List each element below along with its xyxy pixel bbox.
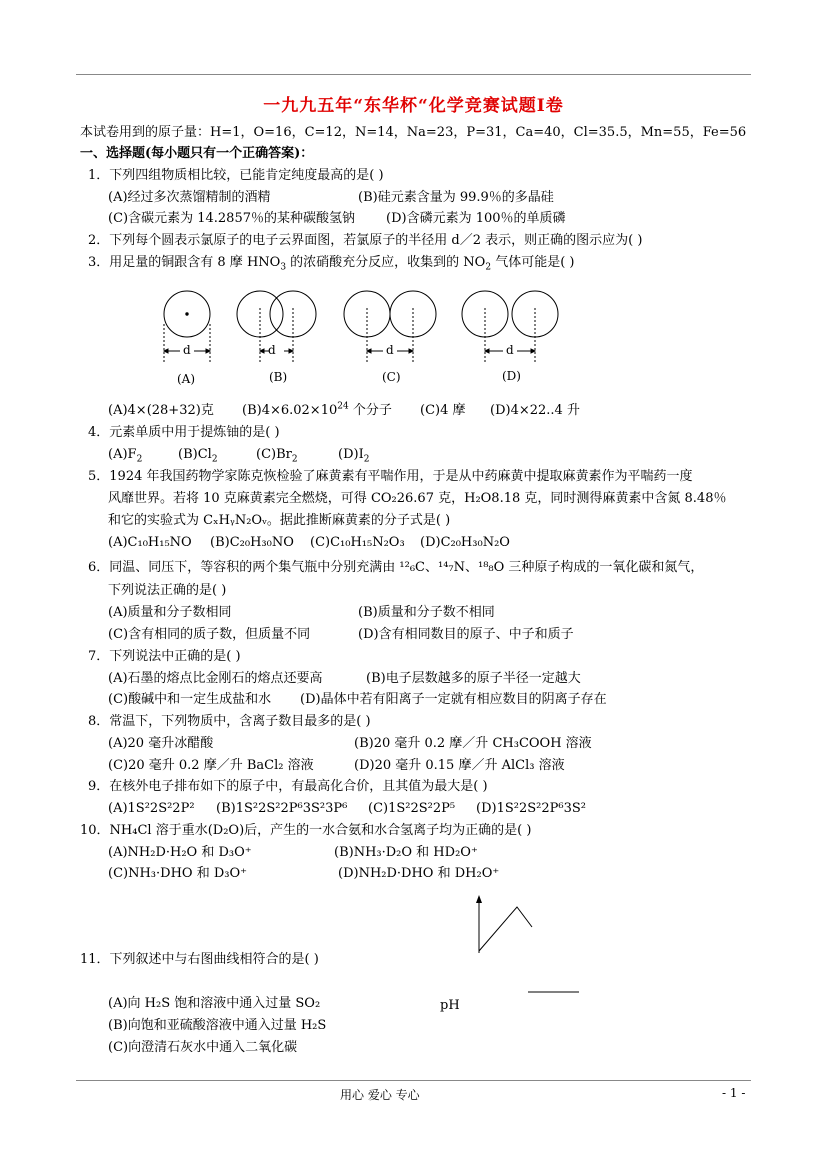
q3-option-b: $(B)4\times 6.02\times 10^{24}$ 个分子 [242, 401, 392, 418]
ph-curve [479, 907, 532, 951]
q9-option-a: (A)1S²2S²2P² [108, 801, 195, 816]
q1-option-b: (B)硅元素含量为 99.9％的多晶硅 [358, 190, 554, 205]
fig-label-d: (D) [502, 369, 521, 383]
fig-d-label-a: d [183, 343, 191, 357]
q11-option-b: (B)向饱和亚硫酸溶液中通入过量 H₂S [108, 1018, 327, 1033]
q11-option-c: (C)向澄清石灰水中通入二氧化碳 [108, 1040, 298, 1055]
header-rule [76, 74, 751, 75]
q8-stem: 8．常温下，下列物质中，含离子数目最多的是( ) [88, 714, 371, 729]
q5-line1: 5．1924 年我国药物学家陈克恢检验了麻黄素有平喘作用，于是从中药麻黄中提取麻黄素作为平喘药一度 [88, 469, 693, 484]
q10-stem: 10．NH₄Cl 溶于重水(D₂O)后，产生的一水合氨和水合氢离子均为正确的是( ) [80, 823, 532, 838]
page-number: - 1 - [722, 1086, 746, 1100]
q5-option-c: (C)C₁₀H₁₅N₂O₃ [310, 535, 405, 550]
q1-option-c: (C)含碳元素为 14.2857％的某种碳酸氢钠 [108, 211, 355, 226]
q6-line2: 下列说法正确的是( ) [108, 583, 227, 598]
q8-option-c: (C)20 毫升 0.2 摩／升 BaCl₂ 溶液 [108, 758, 314, 773]
q9-option-d: (D)1S²2S²2P⁶3S² [476, 801, 586, 816]
q6-option-c: (C)含有相同的质子数，但质量不同 [108, 627, 311, 642]
q3-option-d: (D)4×22..4 升 [490, 403, 580, 418]
q1-stem: 1．下列四组物质相比较，已能肯定纯度最高的是( ) [88, 168, 384, 183]
q9-stem: 9．在核外电子排布如下的原子中，有最高化合价，且其值为最大是( ) [88, 779, 488, 794]
q10-option-b: (B)NH₃·D₂O 和 HD₂O⁺ [334, 845, 478, 860]
q7-stem: 7．下列说法中正确的是( ) [88, 649, 241, 664]
q2-stem: 2．下列每个圆表示氯原子的电子云界面图，若氯原子的半径用 d／2 表示，则正确的图示应为( ) [88, 233, 643, 248]
ph-curve-graph [470, 893, 585, 998]
section-heading: 一、选择题(每小题只有一个正确答案)： [80, 146, 314, 161]
q10-option-c: (C)NH₃·DHO 和 D₃O⁺ [108, 866, 247, 881]
q4-option-c: $(C)Br_2$ [256, 447, 298, 465]
q5-option-a: (A)C₁₀H₁₅NO [108, 535, 192, 550]
q5-line3: 和它的实验式为 CₓHᵧN₂Oᵥ。据此推断麻黄素的分子式是( ) [108, 513, 451, 528]
q6-option-a: (A)质量和分子数相同 [108, 605, 232, 620]
q11-option-a: (A)向 H₂S 饱和溶液中通入过量 SO₂ [108, 996, 321, 1011]
q1-option-d: (D)含磷元素为 100％的单质磷 [386, 211, 566, 226]
footer-motto: 用心 爱心 专心 [340, 1088, 420, 1102]
q7-option-d: (D)晶体中若有阳离子一定就有相应数目的阴离子存在 [300, 692, 607, 707]
q7-option-c: (C)酸碱中和一定生成盐和水 [108, 692, 272, 707]
q5-option-b: (B)C₂₀H₃₀NO [210, 535, 294, 550]
fig-label-b: (B) [269, 370, 288, 384]
fig-label-c: (C) [382, 370, 401, 384]
q6-line1: 6．同温、同压下，等容积的两个集气瓶中分别充满由 ¹²₆C、¹⁴₇N、¹⁸₈O 三种原子构成的一氧化碳和氮气， [88, 560, 704, 575]
q10-option-a: (A)NH₂D·H₂O 和 D₃O⁺ [108, 845, 252, 860]
q5-option-d: (D)C₂₀H₃₀N₂O [420, 535, 510, 550]
q11-stem: 11．下列叙述中与右图曲线相符合的是( ) [80, 952, 319, 967]
q5-line2: 风靡世界。若将 10 克麻黄素完全燃烧，可得 CO₂26.67 克，H₂O8.18 克，同时测得麻黄素中含氮 8.48％ [108, 491, 727, 506]
q9-option-b: (B)1S²2S²2P⁶3S²3P⁶ [216, 801, 348, 816]
q4-option-d: $(D)I_2$ [338, 447, 370, 465]
q6-option-d: (D)含有相同数目的原子、中子和质子 [358, 627, 574, 642]
q4-option-b: $(B)Cl_2$ [178, 447, 218, 465]
q9-option-c: (C)1S²2S²2P⁵ [368, 801, 456, 816]
footer-rule [76, 1080, 751, 1081]
q3-option-c: (C)4 摩 [420, 403, 466, 418]
q7-option-a: (A)石墨的熔点比金刚石的熔点还要高 [108, 671, 323, 686]
q1-option-a: (A)经过多次蒸馏精制的酒精 [108, 190, 271, 205]
q8-option-b: (B)20 毫升 0.2 摩／升 CH₃COOH 溶液 [354, 736, 592, 751]
q10-option-d: (D)NH₂D·DHO 和 DH₂O⁺ [338, 866, 500, 881]
q8-option-a: (A)20 毫升冰醋酸 [108, 736, 214, 751]
q7-option-b: (B)电子层数越多的原子半径一定越大 [366, 671, 581, 686]
fig-d-label-d: d [506, 343, 514, 357]
q8-option-d: (D)20 毫升 0.15 摩／升 AlCl₃ 溶液 [354, 758, 565, 773]
q3-stem: 3．用足量的铜跟含有 8 摩 $HNO_3$ 的浓硝酸充分反应，收集到的 $NO_2$ 气体可能是( ) [88, 255, 575, 273]
graph-ph-label: pH [440, 998, 460, 1013]
q3-option-a: (A)4×(28+32)克 [108, 403, 214, 418]
page-title: 一九九五年“东华杯“化学竞赛试题Ⅰ卷 [263, 96, 564, 116]
q4-stem: 4．元素单质中用于提炼铀的是( ) [88, 425, 280, 440]
q4-option-a: $(A)F_2$ [108, 447, 143, 465]
atomic-masses: 本试卷用到的原子量：H=1，O=16，C=12，N=14，Na=23，P=31，Ca=40，Cl=35.5，Mn=55，Fe=56 [80, 125, 747, 140]
fig-d-label-c: d [386, 343, 394, 357]
fig-label-a: (A) [177, 372, 196, 386]
fig-d-label-b: d [268, 343, 276, 357]
q6-option-b: (B)质量和分子数不相同 [358, 605, 495, 620]
